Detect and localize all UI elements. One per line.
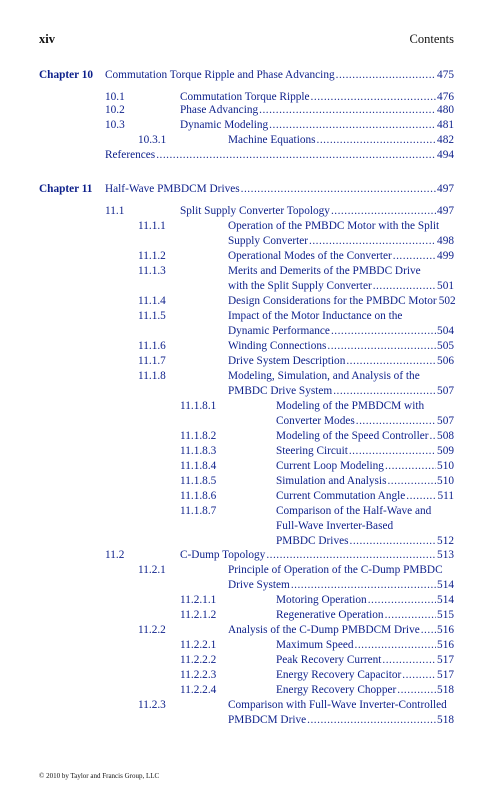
toc-entry[interactable]: [0, 698, 490, 713]
entry-title: Steering Circuit: [276, 445, 348, 457]
page-ref: 494: [437, 149, 454, 161]
section-number: 11.2.2.4: [180, 684, 217, 696]
section-number: 11.2.2.1: [180, 639, 217, 651]
page-ref: 481: [437, 119, 454, 131]
entry-line: [105, 68, 454, 83]
section-number: 11.1.7: [138, 355, 166, 367]
toc-entry[interactable]: [0, 399, 490, 414]
entry-title: Comparison with Full-Wave Inverter-Controlled: [228, 699, 447, 711]
entry-line: [228, 713, 454, 728]
toc-entry[interactable]: [0, 148, 490, 163]
toc-entry[interactable]: [0, 219, 490, 234]
entry-line: [276, 459, 454, 474]
dot-leader: [373, 279, 436, 294]
entry-title: Analysis of the C-Dump PMBDCM Drive: [228, 624, 420, 636]
entry-line: [228, 234, 454, 249]
page-ref: 507: [437, 415, 454, 427]
toc-entry[interactable]: [0, 309, 490, 324]
entry-title: Phase Advancing: [180, 104, 259, 116]
entry-line: [228, 279, 454, 294]
page-ref: 517: [437, 669, 454, 681]
dot-leader: [333, 384, 436, 399]
page-ref: 514: [437, 579, 454, 591]
entry-title: PMBDC Drives: [276, 535, 349, 547]
section-number: 10.2: [105, 104, 125, 116]
dot-leader: [336, 68, 436, 83]
entry-line: [228, 249, 454, 264]
toc-entry[interactable]: [0, 429, 490, 444]
entry-title: C-Dump Topology: [180, 549, 266, 561]
entry-line: [228, 339, 454, 354]
dot-leader: [331, 324, 436, 339]
entry-title: Principle of Operation of the C-Dump PMBDC: [228, 564, 443, 576]
toc-entry[interactable]: [0, 264, 490, 279]
dot-leader: [385, 608, 436, 623]
section-number: 11.1.1: [138, 220, 166, 232]
page-ref: 497: [437, 183, 454, 195]
entry-title: Operation of the PMBDC Motor with the Split: [228, 220, 440, 232]
toc-entry[interactable]: [0, 668, 490, 683]
dot-leader: [331, 204, 436, 219]
toc-entry[interactable]: [0, 249, 490, 264]
dot-leader: [327, 339, 436, 354]
section-number: 11.1.8.6: [180, 490, 217, 502]
section-number: 11.2.1.1: [180, 594, 217, 606]
toc-entry[interactable]: [0, 519, 490, 534]
entry-line: [276, 489, 454, 504]
entry-title: Design Considerations for the PMBDC Motor: [228, 295, 437, 307]
toc-chapter-entry[interactable]: [0, 68, 490, 83]
section-number: 11.1.5: [138, 310, 166, 322]
page-ref: 502: [438, 295, 456, 307]
entry-title: with the Split Supply Converter: [228, 280, 372, 292]
dot-leader: [350, 534, 437, 549]
entry-line: [228, 578, 454, 593]
section-number: 10.3.1: [138, 134, 167, 146]
page-ref: 510: [437, 475, 454, 487]
dot-leader: [385, 459, 436, 474]
entry-line: [105, 182, 454, 197]
page-ref: 515: [437, 609, 454, 621]
section-number: 10.3: [105, 119, 125, 131]
page-ref: 499: [437, 250, 454, 262]
entry-title: Maximum Speed: [276, 639, 354, 651]
entry-line: [276, 429, 454, 444]
section-number: 11.2.2.2: [180, 654, 217, 666]
running-header: [39, 32, 454, 48]
entry-line: [276, 638, 454, 653]
section-number: 10.1: [105, 91, 125, 103]
entry-title: PMBDC Drive System: [228, 385, 333, 397]
dot-leader: [307, 713, 436, 728]
page-ref: 509: [437, 445, 454, 457]
page-ref: 516: [437, 639, 454, 651]
dot-leader: [269, 118, 436, 133]
entry-line: [180, 118, 454, 133]
toc-entry[interactable]: [0, 608, 490, 623]
entry-title: Simulation and Analysis: [276, 475, 387, 487]
entry-title: Commutation Torque Ripple: [180, 91, 310, 103]
page-ref: 516: [437, 624, 454, 636]
entry-title: Current Loop Modeling: [276, 460, 384, 472]
toc-entry[interactable]: [0, 548, 490, 563]
toc-entry[interactable]: [0, 683, 490, 698]
toc-entry[interactable]: [0, 444, 490, 459]
section-number: 11.1.8.7: [180, 505, 217, 517]
page-ref: 504: [437, 325, 454, 337]
dot-leader: [156, 148, 436, 163]
entry-title: Modeling, Simulation, and Analysis of the: [228, 370, 420, 382]
page-ref: 480: [437, 104, 454, 116]
entry-title: Impact of the Motor Inductance on the: [228, 310, 403, 322]
page-ref: 510: [437, 460, 454, 472]
page-ref: 501: [437, 280, 454, 292]
entry-title: Half-Wave PMBDCM Drives: [105, 183, 240, 195]
entry-title: Split Supply Converter Topology: [180, 205, 330, 217]
entry-title: Motoring Operation: [276, 594, 367, 606]
entry-title: Commutation Torque Ripple and Phase Advancing: [105, 69, 335, 81]
entry-line: [180, 204, 454, 219]
entry-title: Drive System Description: [228, 355, 346, 367]
page-ref: 507: [437, 385, 454, 397]
page-ref: 505: [437, 340, 454, 352]
entry-line: [276, 534, 454, 549]
entry-title: References: [105, 149, 156, 161]
entry-title: Dynamic Modeling: [180, 119, 269, 131]
entry-title: PMBDCM Drive: [228, 714, 307, 726]
dot-leader: [368, 593, 436, 608]
entry-line: [276, 683, 454, 698]
dot-leader: [291, 578, 436, 593]
chapter-label: Chapter 11: [39, 183, 93, 195]
section-number: 11.1.6: [138, 340, 166, 352]
entry-title: Dynamic Performance: [228, 325, 330, 337]
entry-title: Energy Recovery Chopper: [276, 684, 397, 696]
toc-entry[interactable]: [0, 339, 490, 354]
section-number: 11.2.2: [138, 624, 166, 636]
page-number: xiv: [39, 32, 55, 46]
toc-entry[interactable]: [0, 384, 490, 399]
page-ref: 476: [437, 91, 454, 103]
toc-entry[interactable]: [0, 653, 490, 668]
toc-entry[interactable]: [0, 234, 490, 249]
toc-entry[interactable]: [0, 563, 490, 578]
toc-entry[interactable]: [0, 534, 490, 549]
entry-title: Winding Connections: [228, 340, 327, 352]
dot-leader: [421, 623, 436, 638]
section-number: 11.1.8.4: [180, 460, 217, 472]
entry-line: [228, 354, 454, 369]
section-number: 11.2.1: [138, 564, 166, 576]
entry-title: Converter Modes: [276, 415, 355, 427]
toc-entry[interactable]: [0, 578, 490, 593]
entry-title: Modeling of the Speed Controller: [276, 430, 429, 442]
page-ref: 498: [437, 235, 454, 247]
toc-entry[interactable]: [0, 103, 490, 118]
entry-line: [276, 444, 454, 459]
dot-leader: [241, 182, 436, 197]
entry-line: [276, 414, 454, 429]
entry-line: [276, 653, 454, 668]
entry-line: [180, 103, 454, 118]
dot-leader: [356, 414, 436, 429]
entry-title: Merits and Demerits of the PMBDC Drive: [228, 265, 421, 277]
page-ref: 518: [437, 714, 454, 726]
entry-line: [228, 623, 454, 638]
entry-line: [228, 133, 454, 148]
entry-title: Drive System: [228, 579, 290, 591]
toc-entry[interactable]: [0, 593, 490, 608]
dot-leader: [259, 103, 436, 118]
section-number: 11.2.2.3: [180, 669, 217, 681]
entry-title: Machine Equations: [228, 134, 316, 146]
toc-entry[interactable]: [0, 459, 490, 474]
entry-title: Comparison of the Half-Wave and: [276, 505, 432, 517]
section-number: 11.1.8.1: [180, 400, 217, 412]
dot-leader: [429, 429, 436, 444]
section-number: 11.1.8.5: [180, 475, 217, 487]
section-number: 11.1.3: [138, 265, 166, 277]
section-number: 11.2: [105, 549, 125, 561]
page-ref: 497: [437, 205, 454, 217]
toc-entry[interactable]: [0, 414, 490, 429]
entry-line: [228, 384, 454, 399]
toc-chapter-entry[interactable]: [0, 182, 490, 197]
toc-entry[interactable]: [0, 204, 490, 219]
dot-leader: [346, 354, 436, 369]
entry-title: Full-Wave Inverter-Based: [276, 520, 394, 532]
entry-line: [276, 668, 454, 683]
entry-title: Modeling of the PMBDCM with: [276, 400, 425, 412]
page-ref: 517: [437, 654, 454, 666]
entry-line: [276, 608, 454, 623]
entry-title: Peak Recovery Current: [276, 654, 382, 666]
running-title: Contents: [409, 32, 454, 46]
section-number: 11.1: [105, 205, 125, 217]
dot-leader: [387, 474, 436, 489]
entry-title: Energy Recovery Capacitor: [276, 669, 402, 681]
section-number: 11.1.4: [138, 295, 166, 307]
entry-line: [228, 324, 454, 339]
dot-leader: [355, 638, 437, 653]
dot-leader: [397, 683, 436, 698]
page-ref: 482: [437, 134, 454, 146]
dot-leader: [266, 548, 436, 563]
toc-entry[interactable]: [0, 324, 490, 339]
toc-entry[interactable]: [0, 638, 490, 653]
section-number: 11.1.8: [138, 370, 166, 382]
entry-line: [276, 474, 454, 489]
page-ref: 511: [437, 490, 454, 502]
page-ref: 514: [437, 594, 454, 606]
entry-title: Regenerative Operation: [276, 609, 384, 621]
dot-leader: [309, 234, 436, 249]
entry-title: Supply Converter: [228, 235, 309, 247]
entry-title: Current Commutation Angle: [276, 490, 406, 502]
toc-entry[interactable]: [0, 623, 490, 638]
dot-leader: [402, 668, 436, 683]
section-number: 11.1.8.2: [180, 430, 217, 442]
copyright-footer: © 2010 by Taylor and Francis Group, LLC: [39, 772, 160, 780]
section-number: 11.2.1.2: [180, 609, 217, 621]
dot-leader: [349, 444, 436, 459]
toc-entry[interactable]: [0, 118, 490, 133]
entry-title: Operational Modes of the Converter: [228, 250, 392, 262]
chapter-label: Chapter 10: [39, 69, 94, 81]
entry-line: [105, 148, 454, 163]
toc-entry[interactable]: [0, 294, 490, 309]
toc-entry[interactable]: [0, 133, 490, 148]
toc-entry[interactable]: [0, 504, 490, 519]
dot-leader: [393, 249, 436, 264]
dot-leader: [406, 489, 436, 504]
toc-entry[interactable]: [0, 489, 490, 504]
dot-leader: [317, 133, 437, 148]
page-ref: 506: [437, 355, 454, 367]
section-number: 11.1.2: [138, 250, 166, 262]
section-number: 11.2.3: [138, 699, 166, 711]
toc-entry[interactable]: [0, 474, 490, 489]
entry-line: [276, 593, 454, 608]
toc-entry[interactable]: [0, 354, 490, 369]
page-ref: 512: [437, 535, 454, 547]
toc-entry[interactable]: [0, 369, 490, 384]
page-ref: 518: [437, 684, 454, 696]
page-ref: 508: [437, 430, 454, 442]
toc-entry[interactable]: [0, 279, 490, 294]
toc-entry[interactable]: [0, 713, 490, 728]
entry-line: [228, 294, 454, 309]
dot-leader: [382, 653, 436, 668]
page-ref: 513: [437, 549, 454, 561]
section-number: 11.1.8.3: [180, 445, 217, 457]
entry-line: [180, 548, 454, 563]
page-ref: 475: [437, 69, 454, 81]
